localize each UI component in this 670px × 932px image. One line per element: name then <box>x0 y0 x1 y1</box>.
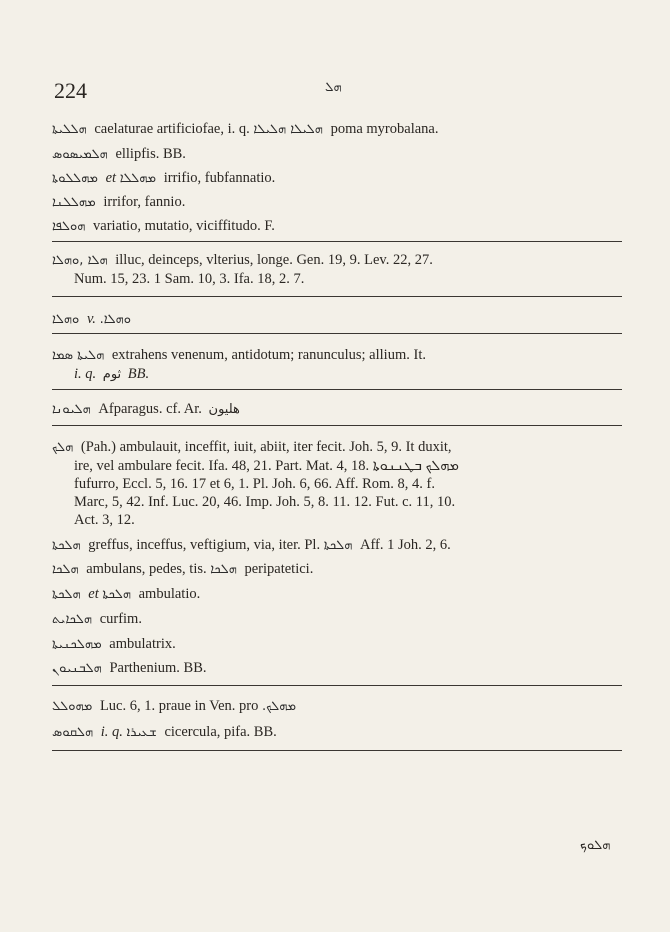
definition: variatio, mutatio, viciffitudo. F. <box>93 218 275 234</box>
headword: ܘܗܠܐ <box>52 312 80 327</box>
entry-10 <box>52 536 622 555</box>
entry-11 <box>52 560 622 579</box>
headword: ܗܠܒܢܝܘܢ <box>52 661 102 676</box>
definition: i. q. <box>100 724 123 740</box>
headword: ܗܠܠܝܬܐ <box>52 122 87 137</box>
page-number: 224 <box>54 78 87 103</box>
headword-2: ܗܠܝܠܐ ܗܠܝܠܐ <box>253 122 323 137</box>
headword: ܗܠܟܐܝܬ <box>52 612 93 627</box>
definition-continued: Num. 15, 23. 1 Sam. 10, 3. Ifa. 18, 2. 7. <box>74 271 305 287</box>
definition-2: irrifio, fubfannatio. <box>163 170 276 186</box>
headword-2: ܗܠܟܐ <box>210 562 237 577</box>
definition-2: cicercula, pifa. BB. <box>164 724 277 740</box>
entry-6 <box>52 310 622 329</box>
definition-line-4: Act. 3, 12. <box>74 512 135 528</box>
definition-line-3: Marc, 5, 42. Inf. Luc. 20, 46. Imp. Joh. 5, 8. 11. 12. Fut. c. 11, 10. <box>74 494 456 510</box>
entry-17 <box>52 723 622 742</box>
entry-8 <box>52 400 622 419</box>
divider <box>52 333 622 334</box>
headword-2: ܘܗܠܐ. <box>99 312 131 327</box>
divider <box>52 685 622 686</box>
catchword: ܗܠܘܟ <box>580 838 611 853</box>
headword-2: ܫܥܝܪܐ <box>126 725 157 740</box>
headword: ܗܠܝܬܐ ܣܡܐ <box>52 348 105 363</box>
definition: irrifor, fannio. <box>103 194 186 210</box>
running-head: ܗܠ <box>325 80 342 95</box>
definition: Afparagus. cf. Ar. <box>98 401 202 417</box>
definition: (Pah.) ambulauit, inceffit, iuit, abiit, iter fecit. Joh. 5, 9. It duxit, <box>80 439 452 455</box>
definition-2: peripatetici. <box>244 561 314 577</box>
definition-2: ambulatio. <box>138 586 201 602</box>
headword: ܗܠܟܬܐ <box>52 538 81 553</box>
divider <box>52 296 622 297</box>
headword: ܡܗܠܠܘܬܐ <box>52 171 98 186</box>
definition: ambulatrix. <box>109 636 176 652</box>
definition-continued: BB. <box>127 366 150 382</box>
headword-2: ܗܠܟܬܐ <box>102 587 131 602</box>
definition: greffus, inceffus, veftigium, via, iter. Pl. <box>88 537 321 553</box>
definition: curfim. <box>99 611 142 627</box>
entry-9 <box>52 438 622 529</box>
entry-16 <box>52 697 622 716</box>
definition: Parthenium. BB. <box>109 660 207 676</box>
definition: et <box>88 586 99 602</box>
divider <box>52 425 622 426</box>
entry-5 <box>52 251 622 288</box>
definition-line-1: ire, vel ambulare fecit. Ifa. 48, 21. Part. Mat. 4, 18. ܡܗܠܟ ܒܛܢܢܘܬܐ <box>74 458 459 474</box>
definition: ambulans, pedes, tis. <box>86 561 207 577</box>
headword: ܗܠܩܘܣ <box>52 725 94 740</box>
divider <box>52 241 622 242</box>
entry-7 <box>52 346 622 384</box>
headword: ܡܗܠܠܢܐ <box>52 195 96 210</box>
headword: ܗܠܟܐ <box>52 562 79 577</box>
headword: ܗܠܡܝܣܘܣ <box>52 147 108 162</box>
entry-0 <box>52 120 622 139</box>
arabic-word: هليون <box>208 402 240 417</box>
entry-4 <box>52 217 622 236</box>
headword-2: ܡܗܠܠܐ <box>119 171 157 186</box>
entry-12 <box>52 585 622 604</box>
definition-line-2: fufurro, Eccl. 5, 16. 17 et 6, 1. Pl. Joh. 6, 66. Aff. Rom. 8, 4. f. <box>74 476 435 492</box>
entry-2 <box>52 169 622 188</box>
headword: ܗܠܟ <box>52 440 74 455</box>
divider <box>52 750 622 751</box>
definition-2: poma myrobalana. <box>330 121 439 137</box>
entry-14 <box>52 635 622 654</box>
headword: ܗܠܝܘܢܐ <box>52 402 91 417</box>
definition: ellipfis. BB. <box>115 146 186 162</box>
entry-3 <box>52 193 622 212</box>
headword: ܡܗܘܠܠ <box>52 699 93 714</box>
definition: et <box>105 170 117 186</box>
definition: caelaturae artificiofae, i. q. <box>94 121 250 137</box>
headword: ܗܠܐ ,ܘܗܠܐ <box>52 253 108 268</box>
divider <box>52 389 622 390</box>
definition: Luc. 6, 1. praue in Ven. pro <box>99 698 259 714</box>
definition-2: Aff. 1 Joh. 2, 6. <box>359 537 451 553</box>
entry-1 <box>52 145 622 164</box>
entry-15 <box>52 659 622 678</box>
headword: ܗܘܠܦܐ <box>52 219 86 234</box>
headword: ܡܗܠܟܢܝܬܐ <box>52 637 102 652</box>
definition: v. <box>86 311 96 327</box>
entry-13 <box>52 610 622 629</box>
definition-continued-line <box>52 365 622 384</box>
definition-continued-prefix: i. q. <box>74 366 97 382</box>
headword-2: ܗܠܟܬܐ <box>323 538 353 553</box>
headword: ܗܠܟܬܐ <box>52 587 81 602</box>
arabic-word: ثوم <box>102 367 122 382</box>
definition: extrahens venenum, antidotum; ranunculus; allium. It. <box>111 347 426 363</box>
headword-2: ܡܗܠܟ. <box>261 699 297 714</box>
definition: illuc, deinceps, vlterius, longe. Gen. 19, 9. Lev. 22, 27. <box>115 252 433 268</box>
